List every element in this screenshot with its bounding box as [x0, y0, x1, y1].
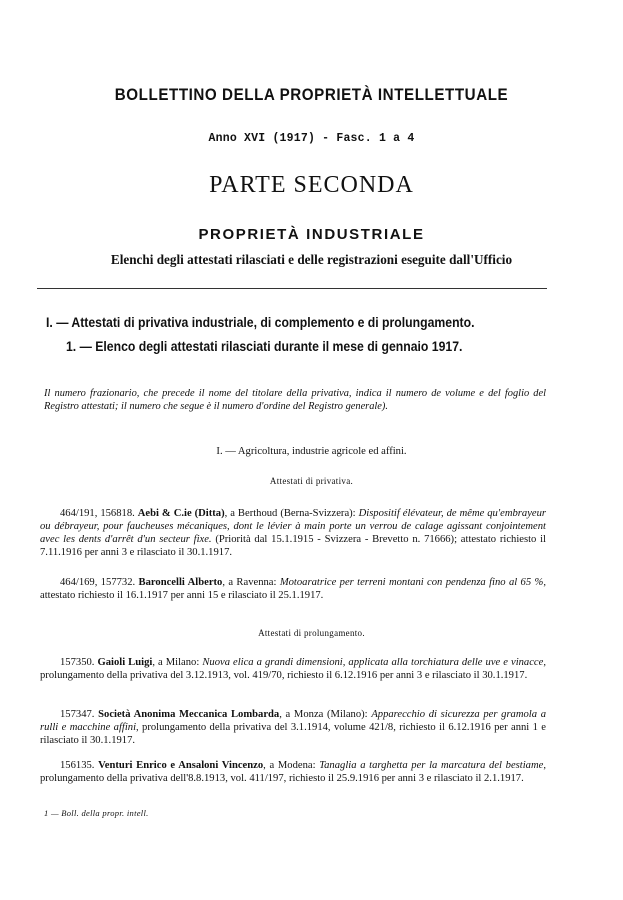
entry-holder: Gaioli Luigi [97, 657, 153, 668]
page-footer: 1 — Boll. della propr. intell. [44, 808, 149, 818]
category-heading: I. — Agricoltura, industrie agricole ed affini. [216, 446, 407, 457]
entry-ref: 157350. [60, 657, 95, 668]
entry-holder: Baroncelli Alberto [138, 577, 223, 588]
entry-title: Tanaglia a targhetta per la marcatura del bestiame [319, 760, 544, 771]
prolungamento-entry [40, 759, 546, 785]
section-subtitle: 1. — Elenco degli attestati rilasciati durante il mese di gennaio 1917. [66, 339, 463, 354]
entry-location: , a Ravenna: [222, 577, 280, 588]
entry-title: Dispositif élévateur, de même qu'embrayeur ou débrayeur, pour faucheuses mécaniques, dont le lévier à main porte un verrou de calage agissant conjointement avec les dents d'arrêt d'un secteur fixe. [40, 508, 547, 545]
part-title: PARTE SECONDA [209, 172, 414, 198]
entry-details: , prolungamento della privativa del 3.1.1914, volume 421/8, richiesto il 6.12.1916 per anni 1 e rilasciato il 30.1.1917. [40, 722, 546, 746]
part-description: Elenchi degli attestati rilasciati e delle registrazioni eseguite dall'Ufficio [110, 252, 513, 267]
entry-location: , a Berthoud (Berna-Svizzera): [224, 508, 359, 519]
privativa-heading: Attestati di privativa. [269, 476, 354, 486]
entry-ref: 464/191, 156818. [60, 508, 135, 519]
entry-details: , prolungamento della privativa del 3.12.1913, vol. 419/70, richiesto il 6.12.1916 per anni 3 e rilasciato il 30.1.1917. [40, 657, 546, 681]
entry-location: , a Monza (Milano): [279, 709, 372, 720]
privativa-entry [40, 576, 546, 602]
section-divider [37, 288, 547, 289]
entry-title: Nuova elica a grandi dimensioni, applicata alla torchiatura delle uve e vinacce [202, 657, 544, 668]
part-subtitle: PROPRIETÀ INDUSTRIALE [198, 226, 425, 243]
entry-title: Motoaratrice per terreni montani con pendenza fino al 65 % [279, 577, 544, 588]
privativa-entry [40, 507, 546, 559]
entry-location: , a Milano: [152, 657, 203, 668]
section-title: I. — Attestati di privativa industriale, di complemento e di prolungamento. [46, 315, 475, 330]
issue-line: Anno XVI (1917) - Fasc. 1 a 4 [208, 132, 415, 145]
entry-holder: Aebi & C.ie (Ditta) [137, 508, 225, 519]
entry-holder: Società Anonima Meccanica Lombarda [98, 709, 280, 720]
journal-title: BOLLETTINO DELLA PROPRIETÀ INTELLETTUALE [114, 86, 509, 104]
entry-location: , a Modena: [263, 760, 320, 771]
prolungamento-entry [40, 656, 546, 682]
entry-details: , attestato richiesto il 16.1.1917 per anni 15 e rilasciato il 25.1.1917. [40, 577, 546, 601]
entry-ref: 156135. [60, 760, 95, 771]
entry-details: , prolungamento della privativa dell'8.8.1913, vol. 411/197, richiesto il 25.9.1916 per anni 3 e rilasciato il 2.1.1917. [40, 760, 546, 784]
entry-details: (Priorità dal 15.1.1915 - Svizzera - Brevetto n. 71666); attestato richiesto il 7.11.1916 per anni 3 e rilasciato il 30.1.1917. [40, 534, 546, 558]
note-paragraph: Il numero frazionario, che precede il nome del titolare della privativa, indica il numero de volume e del foglio del Registro attestati; il numero che segue è il numero d'ordine del Registro generale). [44, 388, 546, 412]
entry-holder: Venturi Enrico e Ansaloni Vincenzo [98, 760, 264, 771]
entry-title: Apparecchio di sicurezza per gramola a rulli e macchine affini [40, 709, 547, 733]
entry-ref: 157347. [60, 709, 95, 720]
prolungamento-heading: Attestati di prolungamento. [258, 628, 365, 638]
entry-ref: 464/169, 157732. [60, 577, 136, 588]
prolungamento-entry [40, 708, 546, 747]
